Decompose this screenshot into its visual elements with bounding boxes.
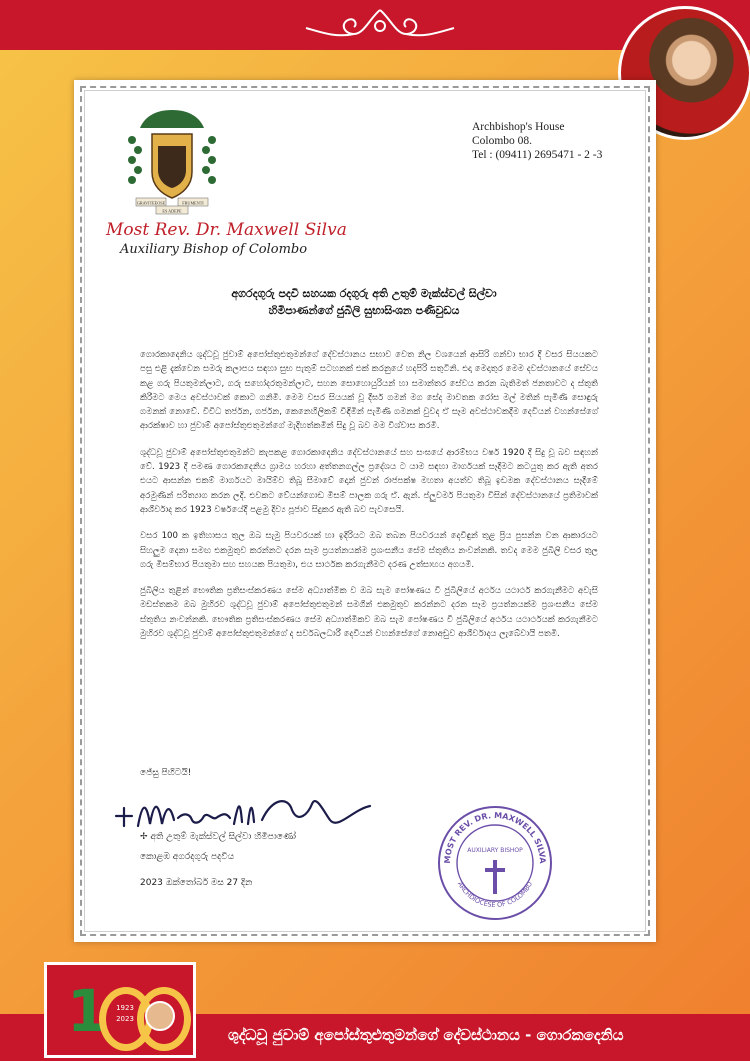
logo-year-start: 1923 xyxy=(116,1004,134,1012)
seal-outer-text-bottom: ARCHDIOCESE OF COLOMBO xyxy=(455,880,535,910)
logo-years xyxy=(105,1003,145,1025)
address-phone: Tel : (09411) 2695471 - 2 -3 xyxy=(472,149,603,161)
crest-banner: ES ADEPE xyxy=(162,208,182,214)
handwritten-signature xyxy=(112,790,382,838)
cross-icon xyxy=(485,860,505,894)
flourish-ornament-icon xyxy=(300,4,460,46)
paragraph-4: ජුබිලිය තුළින් භෞතික ප්‍රතිසංස්කරණය සේම අධ්‍යාත්මික ව ඔබ සැම පෝෂණය වී ජුබිලියේ අර්ථය යථාර්ථ කරගැනීමට අවැසි මඩස්තකම ඔබ මුහිරව ශුද්ධවූ ජුවාම් අපෝස්තුළුතුමන් සමගින් එකමුතුව කරන්නට දරන සෑම ප්‍රයත්නයක්ම ප්‍රශංසනීය සේම ස්තුතිය නංවන්නකි. භෞතික ප්‍රතිසංස්කරණය සේම අධ්‍යාත්මිකව ඔබ සැම පෝෂණය වී ජුබිලියේ අර්ථය යථාර්ථයක් කරගැනීමට මුහිරව ශුද්ධවූ ජුවාම් අපෝස්තුළුතුමන්ගේ ද සර්වබලධාරී දෙවියන් වහන්සේගේ නොඅඩුව ආශීර්වාදය ලැබේවායි පතමි. xyxy=(140,586,598,640)
signatory-name: ✢ අති උතුම් මැක්ස්වල් සිල්වා හිමිපාණෝ xyxy=(140,832,297,842)
letter-body xyxy=(140,348,598,653)
logo-year-end: 2023 xyxy=(116,1015,134,1023)
bishop-name: Most Rev. Dr. Maxwell Silva xyxy=(106,220,347,240)
address-line: Archbishop's House xyxy=(472,121,565,133)
address-line: Colombo 08. xyxy=(472,135,533,147)
coat-of-arms-icon xyxy=(124,106,220,216)
seal-inner-text: AUXILIARY BISHOP xyxy=(467,847,523,854)
crest-motto-right: FRUMENTI xyxy=(182,200,204,206)
bishop-seal-stamp xyxy=(436,804,554,922)
address-block xyxy=(472,120,602,162)
crest-motto-left: GRAVITEEOSE xyxy=(136,200,166,206)
bishop-title: Auxiliary Bishop of Colombo xyxy=(120,242,308,257)
paragraph-1: ගොරකාදෙනිය ශුද්ධවූ ජුවාම් අපෝස්තුළුතුමන්ගේ දේවස්ථානය සභාව වෙත නිල වශයෙන් ආසිරි ගන්වා භාර දී වසර සියයකට පසු එළි දැක්වෙන සමරු කලාපය සඳහා සුභ පැතුම් සටහනක් එක් කරනුයේ හදපිරි සතුටිනි. එදා මෙදාතුර මෙම දවස්ථානයේ සේවය කළ ගරු පියතුමන්ලාට, ගරු සහෝදරතුමන්ලාට, සහන සොහොයුරියන් හා සමාන්තර සේවය කරන බැතිමත් ජනතාවට ද ස්තුති කිරීමට මෙය අවස්ථාවක් කොට ගනිමි. මෙම වසර සියයක් වූ දීර්ඝ ගමන් මග සේද මාවතක රෝස මල් මතින් පැමිණි සොඳුරු ගමනක් නොවේ. විවිධ තර්ජන, ගර්ජන, කෙනෙහිලිකම් විඳිමින් පැමිණි ගමනක් වුවද ඒ සෑම අවස්ථාවකදීම දෙවියන් වහන්සේගේ ආරක්ෂාව හා ජුවාම් අපෝස්තුළුතුමන්ගේ මැදිහත්කමින් සිදු වූ බව මම විශ්වාස කරමි. xyxy=(140,350,598,432)
logo-digit-one: 1 xyxy=(67,977,108,1045)
seal-outer-text-top: MOST REV. DR. MAXWELL SILVA xyxy=(442,810,548,864)
centenary-logo xyxy=(44,962,196,1058)
letter-date: 2023 ඔක්තෝබර් මස 27 දින xyxy=(140,878,253,888)
logo-saint-medallion xyxy=(145,1001,175,1031)
paragraph-3: වසර 100 ක ඉතිහාසය තුල ඔබ සැමු පියවරයක් හා ඉදිරියට ඔබ තබන පියවරයන් දෙවිඳුන් තුළ ප්‍රිය පුසන්න වන ආකාරයට සිහලුම දෙනා සමඟ එකමුතුව කරන්නට දරන සෑම ප්‍රයත්නයක්ම ප්‍රශංසනීය සේම ස්තුතිය නංවන්නකි. තවද මෙම ජුබිලි වසර තුල ගරු මිසම්භාර පියතුමා සහ සහයක පියතුමා, එය සාර්ථක කරගැනීමට දරණ උත්සාහය අගයමි. xyxy=(140,531,598,570)
footer-church-name: ශුද්ධවූ ජුවාම් අපෝස්තුළුතුමන්ගේ දේවස්ථානය - ගොරකදෙනිය xyxy=(228,1026,624,1044)
heading-line-2: හිමිපාණන්ගේ ජුබිලි සුභාසිංශන පණිවුඩය xyxy=(268,304,460,317)
paragraph-2: ශුද්ධවූ ජුවාම් අපෝස්තුළුතුමන්ට කැපකළ ගොරකාදෙනිය දේවස්ථානයේ සහ සංඝයේ ආරම්භය වර්ෂ 1920 දී සිදු වූ බව සඳහන් වේ. 1923 දී පමණ ගොරකදෙනිය ග්‍රාමය හරහා අත්තනගල්ල ප්‍රදේශය ට යාම සඳහා මාර්ගයක් සෑදීමට කටයුතු කර ඇති අතර එයට ආසන්න එකම් මාර්ගයට මායිම්ව තිබූ සීමාවේ දොන් ජුවන් රාජපක්ෂ මහතා අයත්ව තිබූ ඉඩමක දේවස්ථානය සෑදීමේ අරමුණින් පරිත්‍යාග කරන ලදි. එවකට වේයන්ගොඩ මිසම් පාලක ගරු ඒ. ඇන්. ප්ලුවමර් පියතුමා විසින් දේවස්ථානයේ ප්‍රතිමාවක් ආශීර්වාද කර 1923 වර්ෂයේදී පළමු දිව්‍ය පූජාව සිදුකර ඇති බව පැවසෙයි. xyxy=(140,447,598,515)
signatory-role: කොළඹ අගරදගුරු පදවිය xyxy=(140,852,235,862)
closing-greeting: ජේසු පිහිටයි! xyxy=(140,768,192,778)
heading-line-1: අගරදගුරු පදවි සහයක රදගුරු අති උතුම් මැක්ස්වල් සිල්වා xyxy=(231,287,497,300)
letter-heading xyxy=(114,285,614,319)
svg-text:MOST REV. DR. MAXWELL SILVA xyxy=(443,811,547,865)
